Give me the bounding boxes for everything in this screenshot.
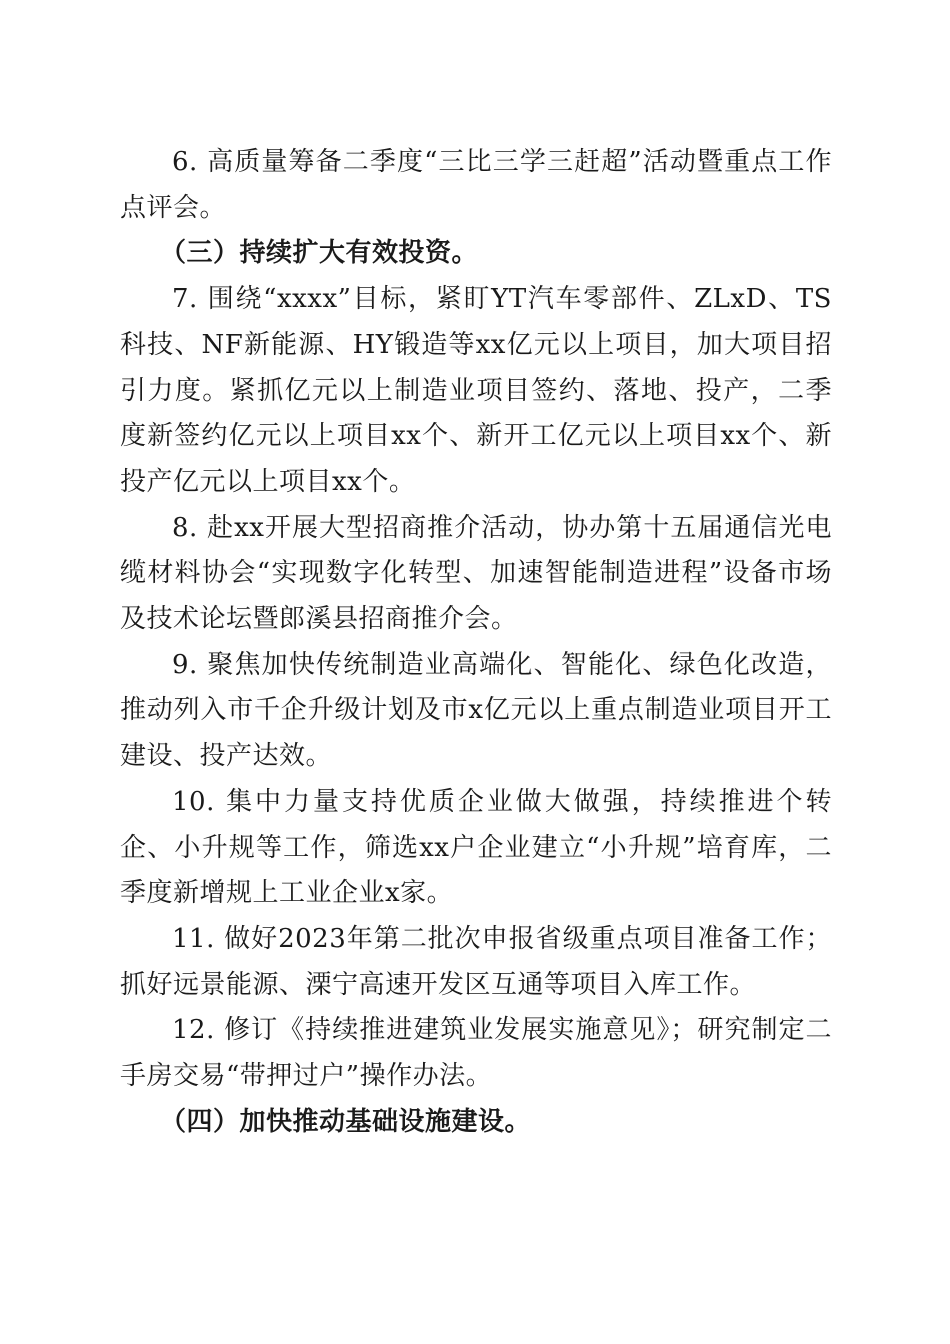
paragraph-item-8: 8. 赴xx开展大型招商推介活动，协办第十五届通信光电缆材料协会“实现数字化转型、加速智能制造进程”设备市场及技术论坛暨郎溪县招商推介会。	[120, 512, 832, 635]
section-heading-4: （四）加快推动基础设施建设。	[160, 1106, 532, 1137]
paragraph-item-12: 12. 修订《持续推进建筑业发展实施意见》；研究制定二手房交易“带押过户”操作办法。	[120, 1015, 832, 1092]
paragraph-item-10: 10. 集中力量支持优质企业做大做强，持续推进个转企、小升规等工作，筛选xx户企业建立“小升规”培育库，二季度新增规上工业企业x家。	[120, 786, 832, 909]
document-body	[120, 140, 832, 1145]
section-heading-3: （三）持续扩大有效投资。	[160, 238, 479, 269]
paragraph-item-9: 9. 聚焦加快传统制造业高端化、智能化、绿色化改造，推动列入市千企升级计划及市x亿元以上重点制造业项目开工建设、投产达效。	[120, 649, 832, 772]
paragraph-item-11: 11. 做好2023年第二批次申报省级重点项目准备工作；抓好远景能源、溧宁高速开发区互通等项目入库工作。	[120, 923, 832, 1000]
paragraph-item-6: 6. 高质量筹备二季度“三比三学三赶超”活动暨重点工作点评会。	[120, 147, 832, 223]
paragraph-item-7: 7. 围绕“xxxx”目标，紧盯YT汽车零部件、ZLxD、TS科技、NF新能源、HY锻造等xx亿元以上项目，加大项目招引力度。紧抓亿元以上制造业项目签约、落地、投产，二季度新签约亿元以上项目xx个、新开工亿元以上项目xx个、新投产亿元以上项目xx个。	[120, 284, 832, 497]
